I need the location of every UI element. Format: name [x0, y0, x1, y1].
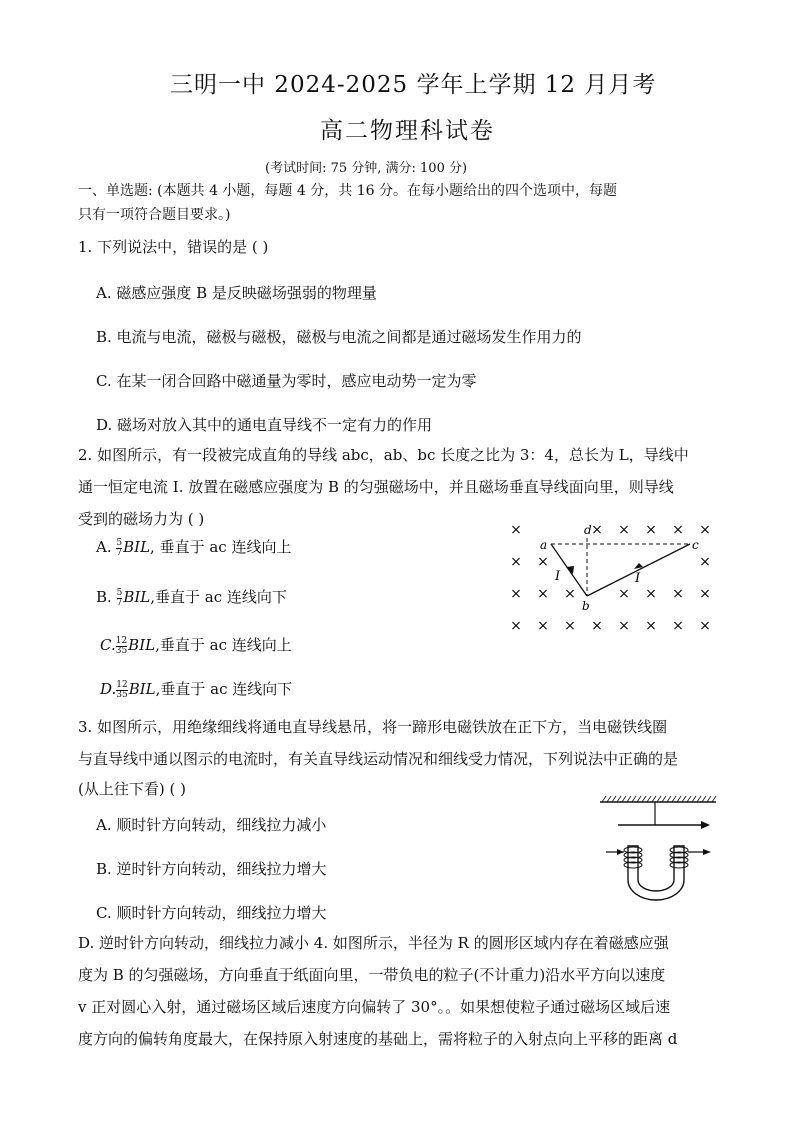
label-a: a	[540, 538, 548, 552]
field-x-mark: ×	[618, 618, 630, 634]
q3-option-b: B. 逆时针方向转动，细线拉力增大	[96, 860, 327, 878]
field-x-mark: ×	[564, 586, 576, 602]
label-c: c	[692, 538, 699, 552]
option-text: ,垂直于 ac 连线向上	[155, 636, 292, 654]
q4-line4: 度方向的偏转角度最大，在保持原入射速度的基础上，需将粒子的入射点向上平移的距离 d	[78, 1030, 678, 1048]
hatch-line	[667, 796, 671, 802]
section-intro-line2: 只有一项符合题目要求。)	[78, 207, 231, 223]
numerator: 12	[115, 635, 128, 646]
right-coil	[670, 847, 688, 868]
hatch-line	[607, 796, 611, 802]
q1-option-a: A. 磁感应强度 B 是反映磁场强弱的物理量	[96, 284, 377, 302]
hatch-line	[697, 796, 701, 802]
hatch-line	[627, 796, 631, 802]
field-x-mark: ×	[672, 586, 684, 602]
option-letter: A.	[96, 538, 112, 556]
q2-figure	[500, 512, 720, 637]
left-coil	[624, 847, 642, 868]
fraction	[117, 589, 123, 608]
q2-stem-line2: 通一恒定电流 I. 放置在磁感应强度为 B 的匀强磁场中，并且磁场垂直导线面向里，则导线	[78, 478, 674, 496]
right-lead-arrow	[703, 849, 711, 855]
wire-current-arrow	[701, 821, 710, 829]
field-x-mark: ×	[510, 522, 522, 538]
q3-stem-line2: 与直导线中通以图示的电流时，有关直导线运动情况和细线受力情况，下列说法中正确的是	[78, 750, 679, 768]
expression: BIL	[128, 680, 156, 698]
q4-line1: D. 逆时针方向转动，细线拉力减小 4. 如图所示，半径为 R 的圆形区域内存在着磁感应强	[78, 934, 669, 952]
field-x-mark: ×	[699, 586, 711, 602]
q4-line3: v 正对圆心入射，通过磁场区域后速度方向偏转了 30°。。如果想使粒子通过磁场区域后速	[78, 998, 671, 1016]
field-x-mark: ×	[699, 554, 711, 570]
q3-option-a: A. 顺时针方向转动，细线拉力减小	[96, 816, 327, 834]
q2-option-a	[96, 536, 291, 558]
q1-option-b: B. 电流与电流，磁极与磁极，磁极与电流之间都是通过磁场发生作用力的	[96, 328, 582, 346]
hatch-line	[712, 796, 716, 802]
hatch-line	[652, 796, 656, 802]
label-current-ab: I	[555, 569, 561, 584]
field-x-mark: ×	[672, 618, 684, 634]
denominator: 35	[116, 689, 128, 700]
field-x-mark: ×	[537, 618, 549, 634]
hatch-line	[707, 796, 711, 802]
option-letter: D.	[100, 680, 117, 698]
field-x-mark: ×	[510, 586, 522, 602]
hatch-line	[657, 796, 661, 802]
field-x-mark: ×	[537, 554, 549, 570]
q2-option-b	[96, 586, 287, 608]
hatch-line	[602, 796, 606, 802]
hatch-line	[617, 796, 621, 802]
hatch-line	[622, 796, 626, 802]
hatch-line	[692, 796, 696, 802]
field-x-mark: ×	[537, 586, 549, 602]
exam-title: 三明一中 2024-2025 学年上学期 12 月月考	[170, 72, 657, 98]
field-x-mark: ×	[645, 586, 657, 602]
hatch-line	[637, 796, 641, 802]
q3-figure	[592, 794, 722, 906]
ceiling-hatch	[602, 796, 716, 802]
q2-option-d	[100, 678, 292, 700]
hatch-line	[632, 796, 636, 802]
field-x-mark: ×	[591, 522, 603, 538]
field-x-mark: ×	[510, 554, 522, 570]
hatch-line	[687, 796, 691, 802]
option-letter: B.	[96, 588, 112, 606]
u-magnet	[628, 846, 684, 900]
expression: BIL	[128, 636, 156, 654]
q2-option-c	[100, 634, 292, 656]
q1-option-c: C. 在某一闭合回路中磁通量为零时，感应电动势一定为零	[96, 372, 477, 390]
field-x-mark: ×	[618, 586, 630, 602]
section-intro-line1: 一、单选题: (本题共 4 小题，每题 4 分，共 16 分。在每小题给出的四个选项中，每题	[78, 183, 617, 199]
field-x-mark: ×	[564, 618, 576, 634]
current-arrow-ab	[566, 566, 574, 574]
denominator: 35	[115, 645, 128, 656]
exam-info: (考试时间: 75 分钟, 满分: 100 分)	[265, 161, 468, 176]
denominator: 7	[116, 597, 123, 608]
expression: BIL	[123, 538, 151, 556]
left-lead-arrow	[617, 849, 624, 855]
q2-stem-line3: 受到的磁场力为 ( )	[78, 510, 205, 528]
expression: BIL	[123, 588, 151, 606]
denominator: 7	[116, 547, 123, 558]
hatch-line	[672, 796, 676, 802]
hatch-line	[682, 796, 686, 802]
q4-line2: 度为 B 的匀强磁场，方向垂直于纸面向里，一带负电的粒子(不计重力)沿水平方向以速度	[78, 966, 666, 984]
numerator: 5	[116, 537, 123, 548]
q1-option-d: D. 磁场对放入其中的通电直导线不一定有力的作用	[96, 416, 433, 434]
fraction	[116, 681, 127, 700]
hatch-line	[677, 796, 681, 802]
option-letter: C.	[100, 636, 116, 654]
field-x-mark: ×	[510, 618, 522, 634]
field-x-mark: ×	[672, 522, 684, 538]
option-text: ,垂直于 ac 连线向下	[155, 680, 293, 698]
q3-stem-line1: 3. 如图所示，用绝缘细线将通电直导线悬吊，将一蹄形电磁铁放在正下方，当电磁铁线圈	[78, 718, 668, 736]
option-text: ,垂直于 ac 连线向下	[150, 588, 287, 606]
q3-stem-line3: (从上往下看) ( )	[78, 780, 186, 798]
field-x-mark: ×	[645, 522, 657, 538]
hatch-line	[612, 796, 616, 802]
fraction	[116, 539, 122, 558]
numerator: 12	[116, 679, 128, 690]
hatch-line	[647, 796, 651, 802]
hatch-line	[662, 796, 666, 802]
q2-stem-line1: 2. 如图所示，有一段被完成直角的导线 abc，ab、bc 长度之比为 3：4，总长为 L，导线中	[78, 446, 689, 464]
hatch-line	[702, 796, 706, 802]
label-b: b	[582, 599, 590, 613]
numerator: 5	[116, 587, 123, 598]
field-x-mark: ×	[618, 522, 630, 538]
option-text: , 垂直于 ac 连线向上	[150, 538, 292, 556]
field-x-mark: ×	[699, 618, 711, 634]
field-x-mark: ×	[645, 618, 657, 634]
label-current-bc: I	[635, 571, 641, 586]
q1-stem: 1. 下列说法中，错误的是 ( )	[78, 238, 269, 256]
fraction	[116, 637, 127, 656]
hatch-line	[642, 796, 646, 802]
exam-subtitle: 高二物理科试卷	[320, 118, 495, 144]
q3-option-c: C. 顺时针方向转动，细线拉力增大	[96, 904, 327, 922]
field-x-mark: ×	[699, 522, 711, 538]
field-x-mark: ×	[591, 618, 603, 634]
label-d: d	[584, 523, 592, 537]
